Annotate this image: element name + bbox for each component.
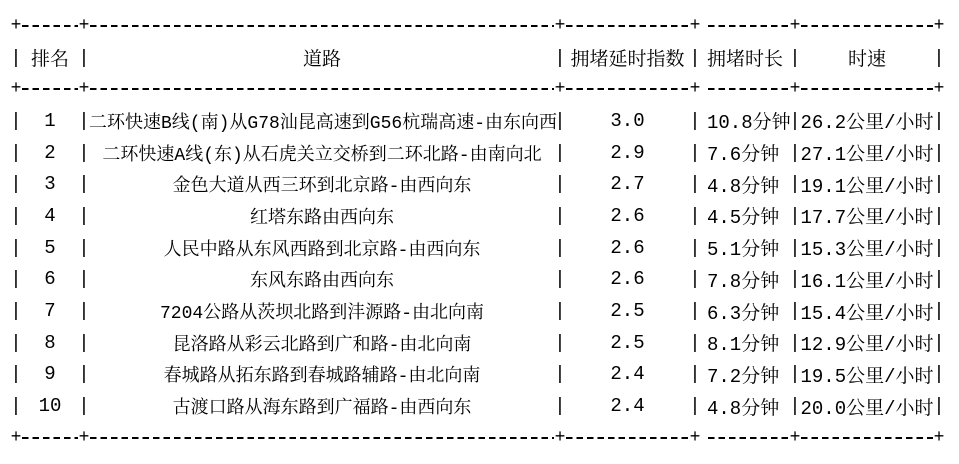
column-separator: | bbox=[78, 268, 90, 291]
delay-index-cell: 2.4 bbox=[610, 363, 645, 386]
column-separator: | bbox=[689, 300, 701, 323]
border-dash bbox=[89, 88, 555, 90]
border-corner: + bbox=[78, 427, 90, 448]
rank-cell: 7 bbox=[44, 300, 56, 323]
road-cell: 金色大道从西三环到北京路-由西向东 bbox=[172, 177, 472, 198]
border-corner: + bbox=[10, 79, 22, 100]
column-separator: | bbox=[933, 268, 945, 291]
road-cell: 二环快速A线(东)从石虎关立交桥到二环北路-由南向北 bbox=[102, 145, 542, 166]
header-delay-index: 拥堵延时指数 bbox=[570, 49, 685, 72]
speed-cell: 19.5公里/小时 bbox=[800, 365, 934, 388]
border-corner: + bbox=[10, 15, 22, 36]
table-border-middle bbox=[0, 73, 959, 105]
column-separator: | bbox=[554, 204, 566, 227]
column-separator: | bbox=[554, 173, 566, 196]
border-dash bbox=[565, 437, 690, 439]
border-corner: + bbox=[78, 15, 90, 36]
column-separator: | bbox=[789, 300, 801, 323]
border-corner: + bbox=[933, 79, 945, 100]
column-separator: | bbox=[10, 395, 22, 418]
column-separator: | bbox=[689, 173, 701, 196]
border-dash bbox=[21, 88, 79, 90]
column-separator: | bbox=[78, 363, 90, 386]
column-separator: | bbox=[10, 331, 22, 354]
column-separator: | bbox=[933, 46, 945, 69]
column-separator: | bbox=[78, 300, 90, 323]
delay-index-cell: 2.5 bbox=[610, 331, 645, 354]
border-dash bbox=[89, 25, 555, 27]
column-separator: | bbox=[10, 236, 22, 259]
column-separator: | bbox=[689, 204, 701, 227]
column-separator: | bbox=[78, 173, 90, 196]
rank-cell: 1 bbox=[44, 109, 56, 132]
column-separator: | bbox=[789, 395, 801, 418]
table-row bbox=[0, 264, 959, 296]
column-separator: | bbox=[689, 331, 701, 354]
delay-index-cell: 2.7 bbox=[610, 173, 645, 196]
rank-cell: 8 bbox=[44, 331, 56, 354]
table-row bbox=[0, 295, 959, 327]
column-separator: | bbox=[789, 141, 801, 164]
table-border-top bbox=[0, 10, 959, 42]
column-separator: | bbox=[554, 331, 566, 354]
border-corner: + bbox=[554, 427, 566, 448]
column-separator: | bbox=[78, 109, 90, 132]
rank-cell: 10 bbox=[38, 395, 62, 418]
border-corner: + bbox=[554, 79, 566, 100]
border-corner: + bbox=[789, 79, 801, 100]
column-separator: | bbox=[78, 395, 90, 418]
column-separator: | bbox=[689, 363, 701, 386]
column-separator: | bbox=[933, 395, 945, 418]
table-row bbox=[0, 232, 959, 264]
border-dash bbox=[21, 437, 79, 439]
column-separator: | bbox=[789, 46, 801, 69]
speed-cell: 15.3公里/小时 bbox=[800, 239, 934, 262]
table-rows bbox=[0, 105, 959, 422]
speed-cell: 17.7公里/小时 bbox=[800, 207, 934, 230]
column-separator: | bbox=[10, 300, 22, 323]
road-cell: 昆洛路从彩云北路到广和路-由北向南 bbox=[172, 335, 472, 356]
duration-cell: 7.6分钟 bbox=[707, 144, 780, 167]
duration-cell: 7.8分钟 bbox=[707, 270, 780, 293]
table-border-bottom bbox=[0, 422, 959, 454]
column-separator: | bbox=[689, 109, 701, 132]
column-separator: | bbox=[78, 331, 90, 354]
column-separator: | bbox=[10, 363, 22, 386]
table-row bbox=[0, 390, 959, 422]
rank-cell: 3 bbox=[44, 173, 56, 196]
road-cell: 二环快速B线(南)从G78汕昆高速到G56杭瑞高速-由东向西 bbox=[89, 113, 558, 134]
border-dash bbox=[89, 437, 555, 439]
column-separator: | bbox=[933, 236, 945, 259]
border-dash bbox=[565, 88, 690, 90]
speed-cell: 15.4公里/小时 bbox=[800, 302, 934, 325]
border-corner: + bbox=[689, 79, 701, 100]
column-separator: | bbox=[933, 300, 945, 323]
column-separator: | bbox=[789, 204, 801, 227]
column-separator: | bbox=[933, 141, 945, 164]
column-separator: | bbox=[789, 109, 801, 132]
column-separator: | bbox=[78, 204, 90, 227]
speed-cell: 12.9公里/小时 bbox=[800, 334, 934, 357]
column-separator: | bbox=[933, 109, 945, 132]
border-corner: + bbox=[789, 427, 801, 448]
delay-index-cell: 2.6 bbox=[610, 236, 645, 259]
delay-index-cell: 3.0 bbox=[610, 109, 645, 132]
border-corner: + bbox=[689, 15, 701, 36]
table-row bbox=[0, 168, 959, 200]
duration-cell: 8.1分钟 bbox=[707, 334, 780, 357]
column-separator: | bbox=[689, 141, 701, 164]
column-separator: | bbox=[554, 141, 566, 164]
road-cell: 古渡口路从海东路到广福路-由西向东 bbox=[172, 399, 472, 420]
table-row bbox=[0, 105, 959, 137]
column-separator: | bbox=[689, 236, 701, 259]
road-cell: 7204公路从茨坝北路到沣源路-由北向南 bbox=[159, 304, 484, 325]
speed-cell: 16.1公里/小时 bbox=[800, 270, 934, 293]
column-separator: | bbox=[933, 204, 945, 227]
duration-cell: 6.3分钟 bbox=[707, 302, 780, 325]
duration-cell: 7.2分钟 bbox=[707, 365, 780, 388]
column-separator: | bbox=[689, 395, 701, 418]
column-separator: | bbox=[554, 46, 566, 69]
rank-cell: 2 bbox=[44, 141, 56, 164]
table-row bbox=[0, 200, 959, 232]
border-dash bbox=[800, 88, 934, 90]
road-cell: 红塔东路由西向东 bbox=[250, 208, 394, 229]
speed-cell: 20.0公里/小时 bbox=[800, 397, 934, 420]
column-separator: | bbox=[10, 109, 22, 132]
road-cell: 春城路从拓东路到春城路辅路-由北向南 bbox=[163, 367, 481, 388]
speed-cell: 19.1公里/小时 bbox=[800, 175, 934, 198]
column-separator: | bbox=[933, 331, 945, 354]
border-corner: + bbox=[78, 79, 90, 100]
column-separator: | bbox=[789, 268, 801, 291]
speed-cell: 26.2公里/小时 bbox=[800, 112, 934, 135]
column-separator: | bbox=[10, 268, 22, 291]
header-rank: 排名 bbox=[30, 49, 69, 72]
column-separator: | bbox=[78, 46, 90, 69]
column-separator: | bbox=[554, 395, 566, 418]
column-separator: | bbox=[10, 46, 22, 69]
duration-cell: 5.1分钟 bbox=[707, 239, 780, 262]
column-separator: | bbox=[554, 363, 566, 386]
column-separator: | bbox=[10, 204, 22, 227]
column-separator: | bbox=[789, 363, 801, 386]
border-dash bbox=[700, 437, 790, 439]
road-cell: 人民中路从东风西路到北京路-由西向东 bbox=[163, 240, 481, 261]
column-separator: | bbox=[10, 141, 22, 164]
table-row bbox=[0, 137, 959, 169]
road-cell: 东风东路由西向东 bbox=[250, 272, 394, 293]
column-separator: | bbox=[789, 331, 801, 354]
border-corner: + bbox=[10, 427, 22, 448]
table-header-row bbox=[0, 42, 959, 74]
delay-index-cell: 2.6 bbox=[610, 204, 645, 227]
column-separator: | bbox=[933, 173, 945, 196]
border-dash bbox=[800, 437, 934, 439]
column-separator: | bbox=[554, 268, 566, 291]
border-corner: + bbox=[689, 427, 701, 448]
header-road: 道路 bbox=[302, 49, 341, 72]
speed-cell: 27.1公里/小时 bbox=[800, 144, 934, 167]
column-separator: | bbox=[789, 236, 801, 259]
column-separator: | bbox=[689, 268, 701, 291]
column-separator: | bbox=[78, 141, 90, 164]
border-dash bbox=[565, 25, 690, 27]
duration-cell: 4.5分钟 bbox=[707, 207, 780, 230]
rank-cell: 4 bbox=[44, 204, 56, 227]
border-corner: + bbox=[933, 15, 945, 36]
rank-cell: 5 bbox=[44, 236, 56, 259]
duration-cell: 4.8分钟 bbox=[707, 397, 780, 420]
border-dash bbox=[700, 25, 790, 27]
border-dash bbox=[700, 88, 790, 90]
column-separator: | bbox=[554, 236, 566, 259]
border-corner: + bbox=[554, 15, 566, 36]
delay-index-cell: 2.6 bbox=[610, 268, 645, 291]
column-separator: | bbox=[933, 363, 945, 386]
column-separator: | bbox=[554, 109, 566, 132]
delay-index-cell: 2.4 bbox=[610, 395, 645, 418]
column-separator: | bbox=[554, 300, 566, 323]
column-separator: | bbox=[689, 46, 701, 69]
header-duration: 拥堵时长 bbox=[706, 49, 783, 72]
border-corner: + bbox=[789, 15, 801, 36]
delay-index-cell: 2.5 bbox=[610, 300, 645, 323]
column-separator: | bbox=[78, 236, 90, 259]
rank-cell: 9 bbox=[44, 363, 56, 386]
border-dash bbox=[800, 25, 934, 27]
border-dash bbox=[21, 25, 79, 27]
duration-cell: 10.8分钟 bbox=[707, 112, 791, 135]
duration-cell: 4.8分钟 bbox=[707, 175, 780, 198]
delay-index-cell: 2.9 bbox=[610, 141, 645, 164]
border-corner: + bbox=[933, 427, 945, 448]
table-row bbox=[0, 327, 959, 359]
column-separator: | bbox=[789, 173, 801, 196]
table-row bbox=[0, 359, 959, 391]
column-separator: | bbox=[10, 173, 22, 196]
header-speed: 时速 bbox=[847, 49, 886, 72]
rank-cell: 6 bbox=[44, 268, 56, 291]
